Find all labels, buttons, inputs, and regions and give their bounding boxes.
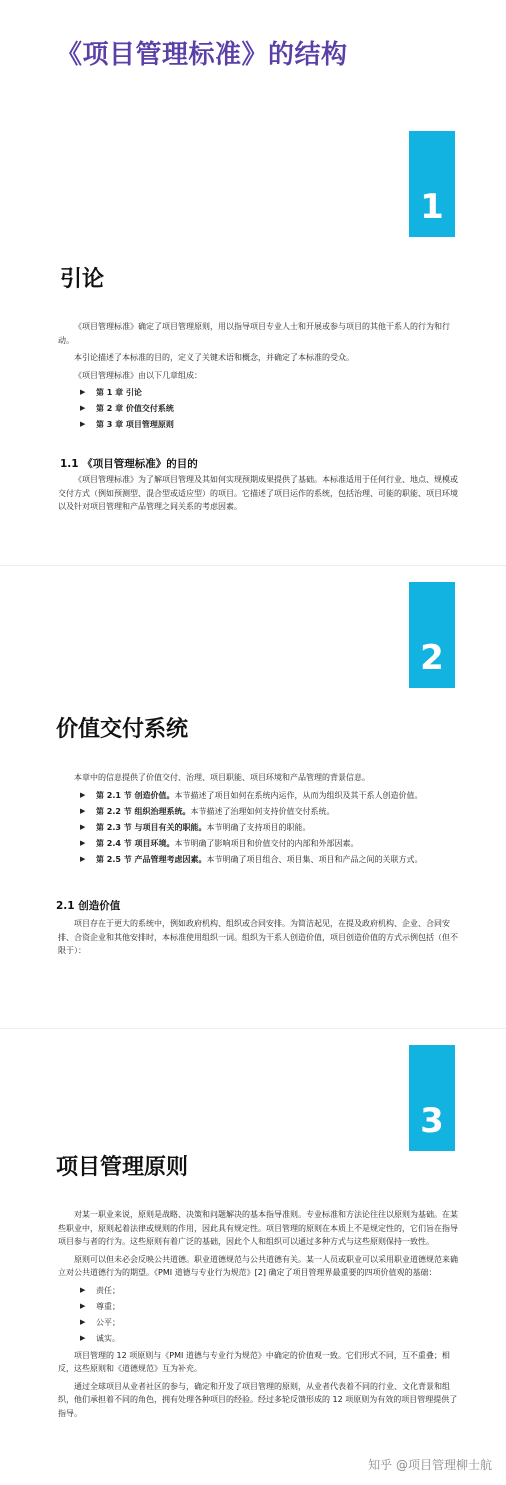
paragraph: 《项目管理标准》由以下几章组成： <box>74 370 202 380</box>
paragraph: 项目管理的 12 项原则与《PMI 道德与专业行为规范》中确定的价值观一致。它们形式不同，互不重叠；相反，这些原则和《道德规范》互为补充。 <box>58 1350 450 1373</box>
list-item: ▶ 公平； <box>80 1317 120 1327</box>
section-body <box>58 473 464 518</box>
chapter-intro <box>58 320 464 434</box>
chapter-number-badge: 1 <box>409 131 455 237</box>
paragraph: 原则可以但未必会反映公共道德。职业道德规范与公共道德有关。某一人员或职业可以采用职业道德规范来确立对公共道德行为的期望。《PMI 道德与专业行为规范》[2] 确定了项目管理界最重要的四项价值观的基础： <box>58 1254 458 1277</box>
paragraph: 《项目管理标准》确定了项目管理原则，用以指导项目专业人士和开展或参与项目的其他干系人的行为和行动。 <box>58 322 450 345</box>
triangle-bullet-icon: ▶ <box>80 806 86 815</box>
triangle-bullet-icon: ▶ <box>80 838 86 847</box>
section-heading: 2.1 创造价值 <box>56 900 121 912</box>
chapter-intro <box>58 771 464 869</box>
list-item: ▶ 第 2 章 价值交付系统 <box>80 404 174 413</box>
page-title: 《项目管理标准》的结构 <box>56 40 348 70</box>
page-divider <box>0 565 506 566</box>
paragraph: 《项目管理标准》为了解项目管理及其如何实现预期成果提供了基础。本标准适用于任何行业、地点、规模或交付方式（例如预测型、混合型或适应型）的项目。它描述了项目运作的系统，包括治理、可能的职能、项目环境以及针对项目管理和产品管理之间关系的考虑因素。 <box>58 475 458 511</box>
list-item: ▶ 第 2.5 节 产品管理考虑因素。本节明确了项目组合、项目集、项目和产品之间的关联方式。 <box>80 854 423 864</box>
triangle-bullet-icon: ▶ <box>80 420 86 428</box>
list-item: ▶ 第 1 章 引论 <box>80 388 142 397</box>
list-item: ▶ 第 2.1 节 创造价值。本节描述了项目如何在系统内运作，从而为组织及其干系人创造价值。 <box>80 790 423 800</box>
watermark: 知乎 @项目管理柳士航 <box>368 1458 492 1472</box>
list-item: ▶ 尊重； <box>80 1301 120 1311</box>
list-item: ▶ 第 2.3 节 与项目有关的职能。本节明确了支持项目的职能。 <box>80 822 311 832</box>
triangle-bullet-icon: ▶ <box>80 388 86 396</box>
paragraph: 对某一职业来说，原则是战略、决策和问题解决的基本指导准则。专业标准和方法论往往以原则为基础。在某些职业中，原则起着法律或规则的作用，因此具有规定性。项目管理的原则在本质上不是规定性的，它们旨在指导项目参与者的行为。这些原则有着广泛的基础，因此个人和组织可以通过多种方式与这些原则保持一致性。 <box>58 1210 458 1246</box>
chapter-number-badge: 3 <box>409 1045 455 1151</box>
list-item: ▶ 诚实。 <box>80 1333 120 1343</box>
list-item: ▶ 第 2.4 节 项目环境。本节明确了影响项目和价值交付的内部和外部因素。 <box>80 838 359 848</box>
triangle-bullet-icon: ▶ <box>80 1301 86 1310</box>
triangle-bullet-icon: ▶ <box>80 1317 86 1326</box>
triangle-bullet-icon: ▶ <box>80 404 86 412</box>
triangle-bullet-icon: ▶ <box>80 822 86 831</box>
paragraph: 项目存在于更大的系统中，例如政府机构、组织或合同安排。为简洁起见，在提及政府机构、企业、合同安排、合资企业和其他安排时，本标准使用组织一词。组织为干系人创造价值，项目创造价值的方式示例包括（但不限于）： <box>58 919 458 955</box>
chapter-title: 项目管理原则 <box>56 1155 189 1180</box>
values-list <box>58 1284 464 1345</box>
list-item: ▶ 第 3 章 项目管理原则 <box>80 420 174 429</box>
chapter-list <box>58 386 464 431</box>
chapter-intro <box>58 1208 464 1424</box>
triangle-bullet-icon: ▶ <box>80 1285 86 1294</box>
chapter-title: 价值交付系统 <box>56 717 189 742</box>
paragraph: 本章中的信息提供了价值交付、治理、项目职能、项目环境和产品管理的背景信息。 <box>74 773 370 782</box>
chapter-title: 引论 <box>60 267 105 292</box>
triangle-bullet-icon: ▶ <box>80 854 86 863</box>
triangle-bullet-icon: ▶ <box>80 1333 86 1342</box>
chapter-number-badge: 2 <box>409 582 455 688</box>
list-item: ▶ 第 2.2 节 组织治理系统。本节描述了治理如何支持价值交付系统。 <box>80 806 335 816</box>
list-item: ▶ 责任； <box>80 1285 120 1295</box>
triangle-bullet-icon: ▶ <box>80 790 86 799</box>
section-body <box>58 917 464 962</box>
paragraph: 通过全球项目从业者社区的参与，确定和开发了项目管理的原则，从业者代表着不同的行业、文化背景和组织，他们承担着不同的角色，拥有处理各种项目的经验。经过多轮反馈形成的 12 项原则为有效的项目管理提供了指导。 <box>58 1381 458 1418</box>
section-list <box>58 789 464 866</box>
section-heading: 1.1 《项目管理标准》的目的 <box>60 458 198 470</box>
paragraph: 本引论描述了本标准的目的，定义了关键术语和概念，并确定了本标准的受众。 <box>74 353 354 362</box>
page-divider <box>0 1028 506 1029</box>
